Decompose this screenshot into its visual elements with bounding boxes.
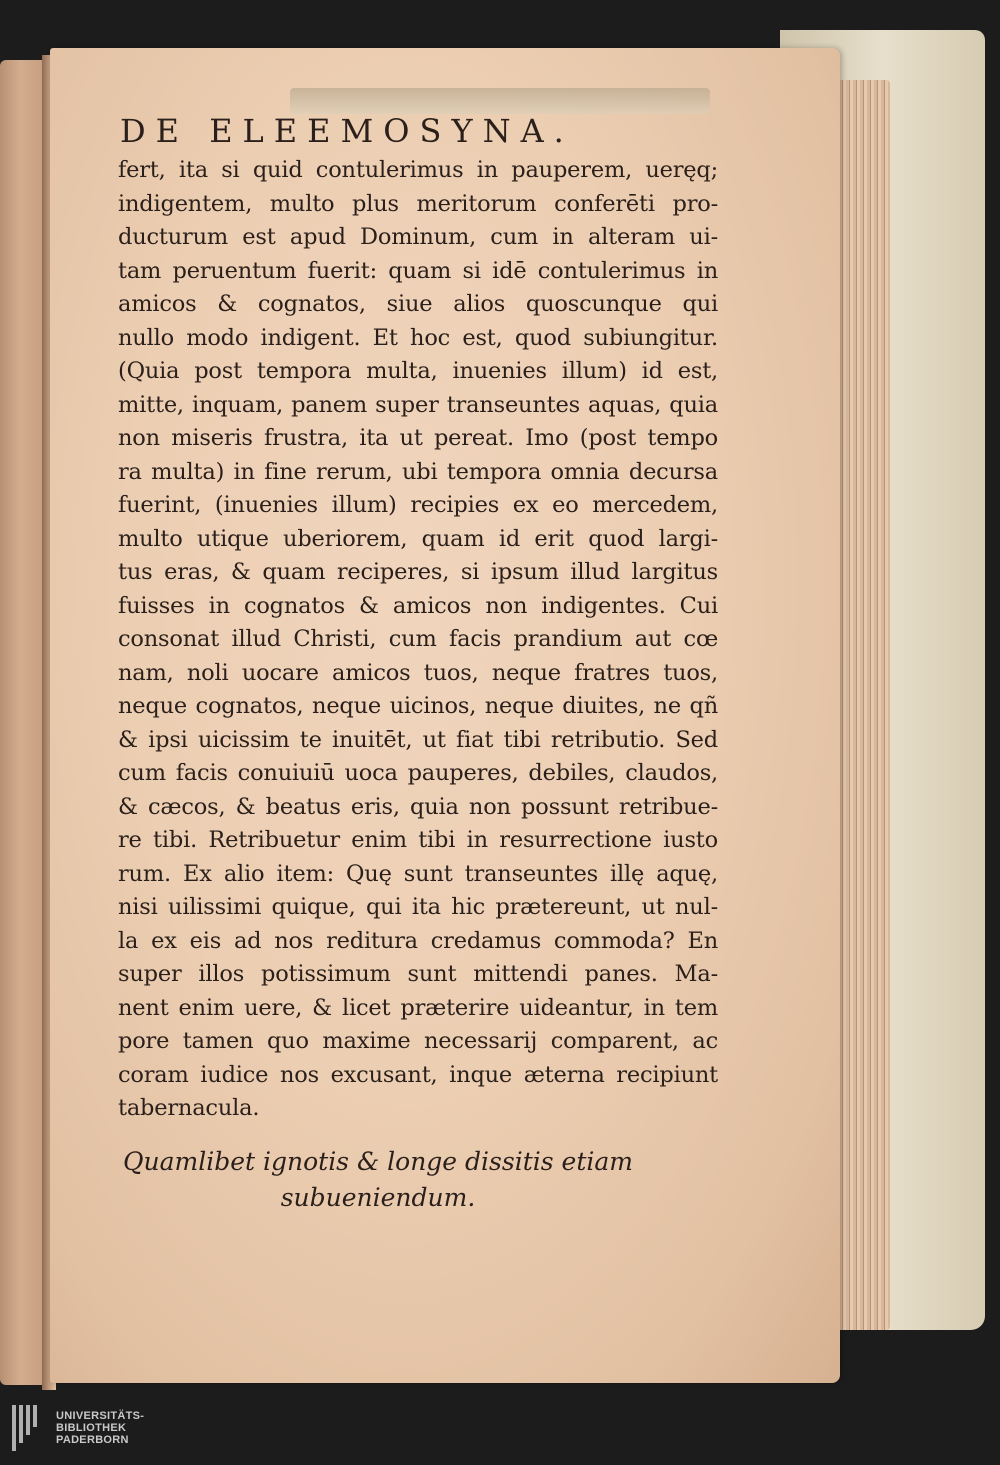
text-line: super illos potissimum sunt mittendi panes. Ma- (118, 961, 718, 987)
text-line: tam peruentum fuerit: quam si idē contulerimus in (118, 257, 718, 284)
running-head: DE ELEEMOSYNA. (120, 112, 574, 150)
library-logo (12, 1405, 144, 1451)
section-heading (98, 1144, 658, 1216)
text-line: nullo modo indigent. Et hoc est, quod subiungitur. (118, 324, 718, 351)
text-line: ra multa) in fine rerum, ubi tempora omnia decursa (118, 458, 718, 485)
text-block (118, 112, 718, 1216)
book-page (50, 48, 840, 1383)
text-line: la ex eis ad nos reditura credamus commoda? En (118, 927, 718, 954)
text-line: mitte, inquam, panem super transeuntes aquas, quia (118, 391, 718, 418)
section-heading-line: Quamlibet ignotis & longe dissitis etiam (123, 1146, 633, 1176)
text-line: cum facis conuiuiū uoca pauperes, debiles, claudos, (118, 760, 718, 786)
section-heading-line: subueniendum. (280, 1182, 476, 1212)
text-line: amicos & cognatos, siue alios quoscunque qui (118, 291, 718, 317)
text-line: ducturum est apud Dominum, cum in alteram ui- (118, 224, 718, 250)
logo-line: PADERBORN (56, 1434, 129, 1446)
text-line: tabernacula. (118, 1095, 260, 1121)
text-line: & cæcos, & beatus eris, quia non possunt retribue- (118, 793, 718, 820)
text-line: coram iudice nos excusant, inque æterna recipiunt (118, 1061, 718, 1088)
text-line: nent enim uere, & licet præterire uideantur, in tem (118, 994, 718, 1021)
text-line: fuerint, (inuenies illum) recipies ex eo mercedem, (118, 492, 718, 518)
text-line: consonat illud Christi, cum facis prandium aut cœ (118, 626, 718, 652)
text-line: rum. Ex alio item: Quę sunt transeuntes illę aquę, (118, 860, 718, 887)
text-line: tus eras, & quam reciperes, si ipsum illud largitus (118, 559, 718, 585)
text-line: nisi uilissimi quique, qui ita hic prætereunt, ut nul- (118, 894, 718, 920)
text-line: (Quia post tempora multa, inuenies illum) id est, (118, 358, 718, 384)
logo-line: BIBLIOTHEK (56, 1422, 127, 1434)
text-line: re tibi. Retribuetur enim tibi in resurrectione iusto (118, 827, 718, 853)
library-logo-icon (12, 1405, 46, 1451)
text-line: multo utique uberiorem, quam id erit quod largi- (118, 525, 718, 552)
text-line: nam, noli uocare amicos tuos, neque fratres tuos, (118, 659, 718, 686)
text-line: fuisses in cognatos & amicos non indigentes. Cui (118, 592, 718, 619)
library-logo-text (56, 1410, 144, 1446)
text-line: neque cognatos, neque uicinos, neque diuites, ne qñ (118, 693, 718, 719)
text-line: indigentem, multo plus meritorum conferēti pro- (118, 190, 718, 217)
text-line: pore tamen quo maxime necessarij comparent, ac (118, 1028, 718, 1054)
text-line: & ipsi uicissim te inuitēt, ut fiat tibi retributio. Sed (118, 726, 718, 753)
text-line: non miseris frustra, ita ut pereat. Imo (post tempo (118, 425, 718, 451)
page-top-damage (290, 88, 710, 114)
logo-line: UNIVERSITÄTS- (56, 1410, 145, 1422)
text-line: fert, ita si quid contulerimus in pauperem, ueręq; (118, 157, 718, 183)
